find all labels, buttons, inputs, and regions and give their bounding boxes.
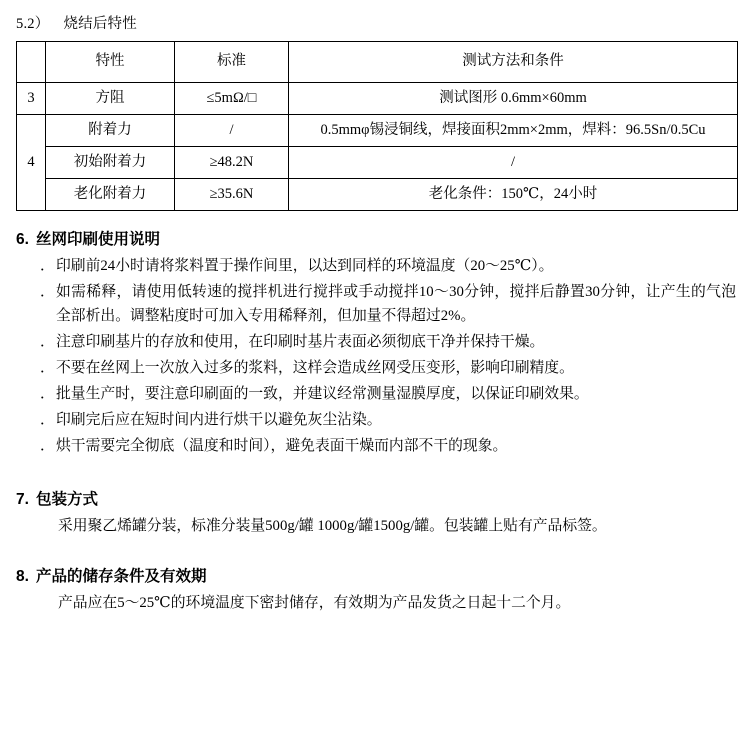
- list-item: ． 如需稀释，请使用低转速的搅拌机进行搅拌或手动搅拌10～30分钟，搅拌后静置30分钟，让产生的气泡全部析出。调整粘度时可加入专用稀释剂，但加量不得超过2%。: [40, 281, 736, 329]
- section-heading-5-2: [16, 12, 736, 33]
- heading-7-number: 7.: [16, 490, 29, 508]
- list-item: ． 印刷完后应在短时间内进行烘干以避免灰尘沾染。: [40, 409, 736, 433]
- spacer: [14, 461, 736, 471]
- heading-8-title: 产品的储存条件及有效期: [35, 568, 207, 586]
- row-index: 3: [17, 83, 46, 115]
- spec-table: [16, 41, 738, 211]
- cell-characteristic: 老化附着力: [46, 179, 175, 211]
- section-title: 烧结后特性: [63, 16, 137, 32]
- cell-method: 测试图形 0.6mm×60mm: [289, 83, 738, 115]
- cell-characteristic: 附着力: [46, 115, 175, 147]
- spacer: [14, 538, 736, 548]
- row-index: 4: [17, 115, 46, 211]
- cell-characteristic: 初始附着力: [46, 147, 175, 179]
- header-method: 测试方法和条件: [289, 42, 738, 83]
- list-item: ． 不要在丝网上一次放入过多的浆料，这样会造成丝网受压变形，影响印刷精度。: [40, 357, 736, 381]
- table-row: [17, 83, 738, 115]
- table-row: [17, 179, 738, 211]
- list-item: ． 批量生产时，要注意印刷面的一致，并建议经常测量湿膜厚度，以保证印刷效果。: [40, 383, 736, 407]
- heading-6: [16, 227, 736, 249]
- storage-text: 产品应在5～25℃的环境温度下密封储存，有效期为产品发货之日起十二个月。: [58, 595, 571, 612]
- table-row: [17, 115, 738, 147]
- header-characteristic: 特性: [46, 42, 175, 83]
- packaging-text: 采用聚乙烯罐分装，标准分装量500g/罐 1000g/罐1500g/罐。包装罐上贴有产品标签。: [58, 517, 607, 534]
- header-standard: 标准: [175, 42, 289, 83]
- heading-8-number: 8.: [16, 568, 29, 586]
- cell-standard: ≥48.2N: [175, 147, 289, 179]
- section-number: 5.2）: [16, 16, 50, 32]
- list-item: ． 烘干需要完全彻底（温度和时间），避免表面干燥而内部不干的现象。: [40, 435, 736, 459]
- table-row: [17, 147, 738, 179]
- header-index-cell: [17, 42, 46, 83]
- heading-6-title: 丝网印刷使用说明: [35, 231, 160, 249]
- cell-standard: ≥35.6N: [175, 179, 289, 211]
- list-item: ． 印刷前24小时请将浆料置于操作间里，以达到同样的环境温度（20～25℃）。: [40, 255, 736, 279]
- cell-method: 0.5mmφ锡浸铜线，焊接面积2mm×2mm，焊料：96.5Sn/0.5Cu: [289, 115, 738, 147]
- heading-7-title: 包装方式: [35, 490, 98, 508]
- heading-7: [16, 487, 736, 509]
- cell-method: /: [289, 147, 738, 179]
- heading-8: [16, 564, 736, 586]
- cell-standard: ≤5mΩ/□: [175, 83, 289, 115]
- instruction-list: [14, 255, 736, 459]
- cell-characteristic: 方阻: [46, 83, 175, 115]
- heading-6-number: 6.: [16, 231, 29, 249]
- cell-standard: /: [175, 115, 289, 147]
- table-header-row: [17, 42, 738, 83]
- list-item: ． 注意印刷基片的存放和使用，在印刷时基片表面必须彻底干净并保持干燥。: [40, 331, 736, 355]
- cell-method: 老化条件：150℃，24小时: [289, 179, 738, 211]
